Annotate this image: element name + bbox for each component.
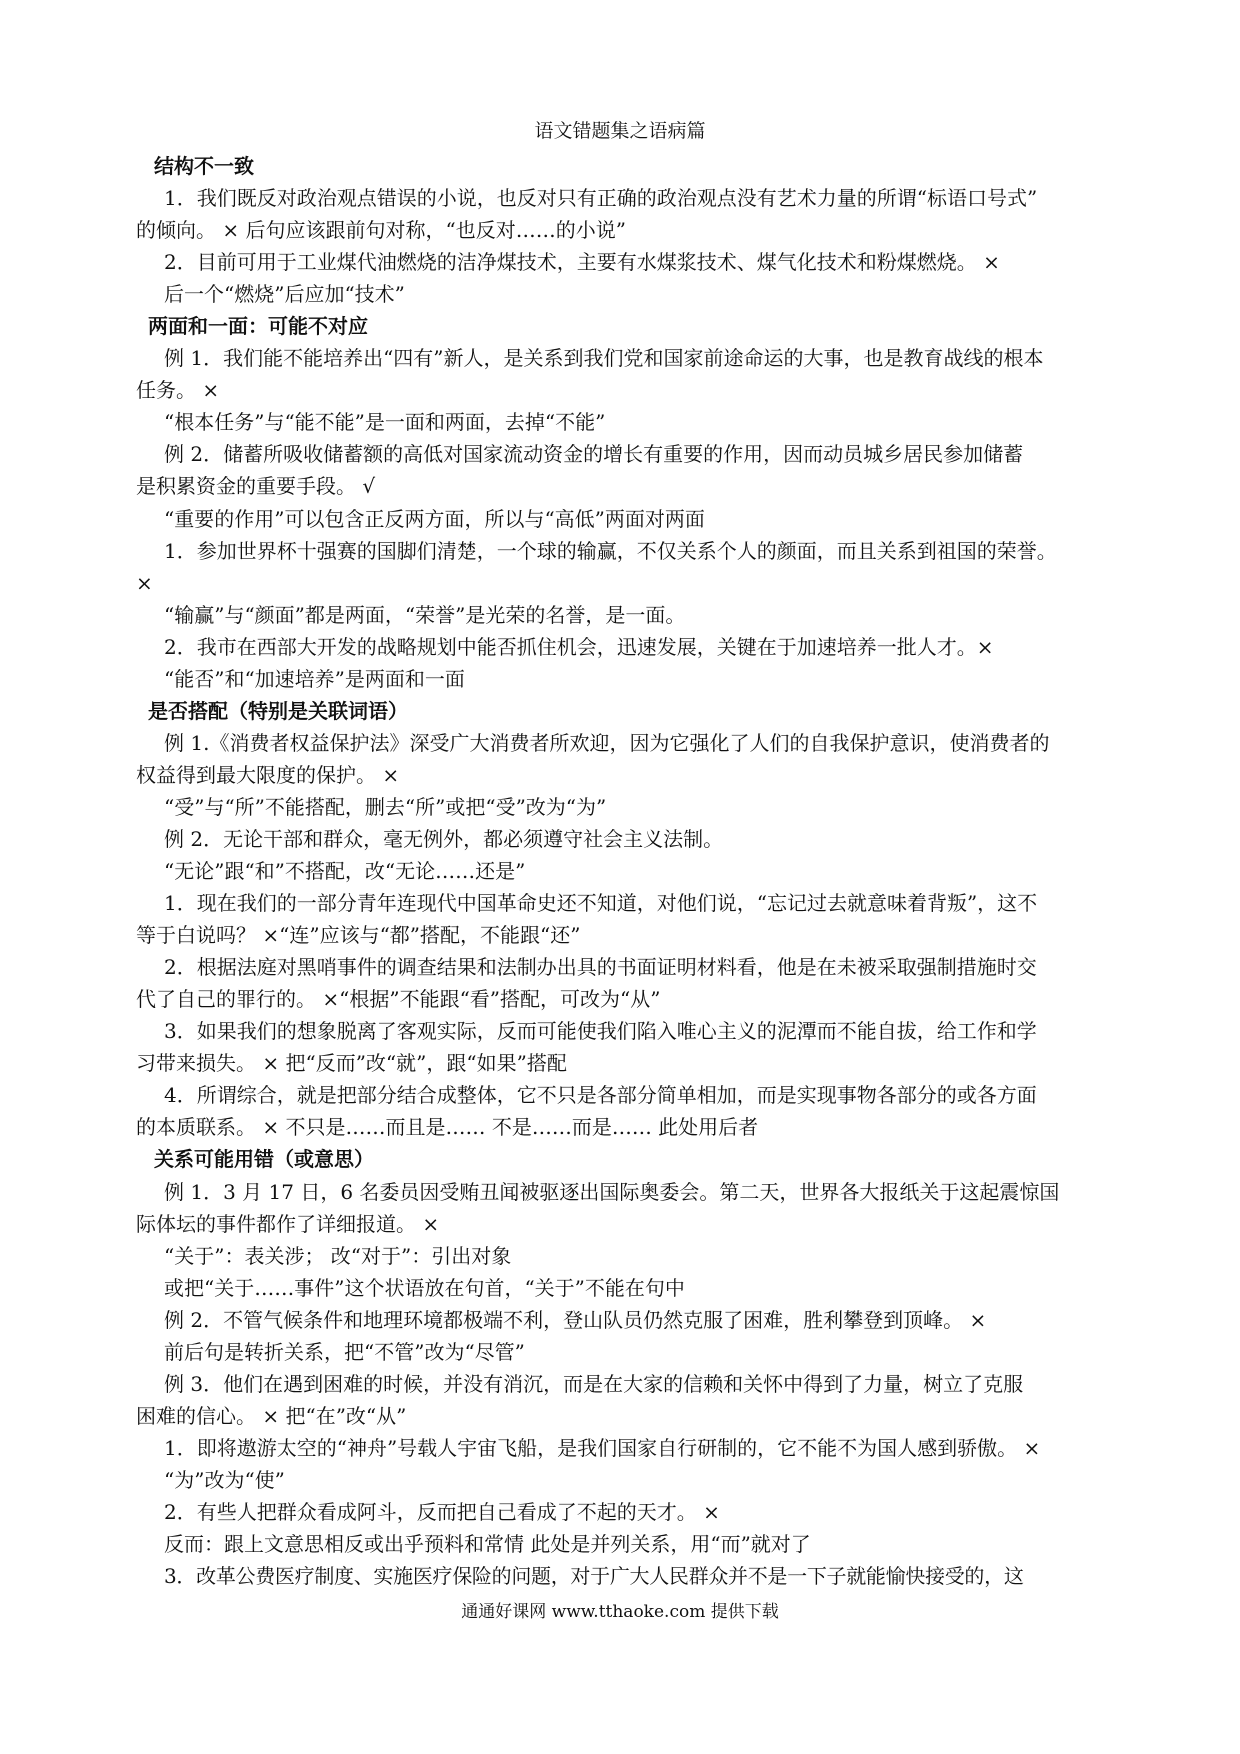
text-line: 例 2．无论干部和群众，毫无例外，都必须遵守社会主义法制。 bbox=[164, 826, 724, 851]
text-line: 2．我市在西部大开发的战略规划中能否抓住机会，迅速发展，关键在于加速培养一批人才。× bbox=[164, 634, 994, 659]
text-line: 2．目前可用于工业煤代油燃烧的洁净煤技术，主要有水煤浆技术、煤气化技术和粉煤燃烧。 × bbox=[164, 250, 1000, 275]
text-line: “输赢”与“颜面”都是两面，“荣誉”是光荣的名誉，是一面。 bbox=[164, 602, 686, 627]
text-line: 习带来损失。 × 把“反而”改“就”，跟“如果”搭配 bbox=[136, 1051, 567, 1076]
text-line: 前后句是转折关系，把“不管”改为“尽管” bbox=[164, 1339, 525, 1364]
text-line: 代了自己的罪行的。 ×“根据”不能跟“看”搭配，可改为“从” bbox=[136, 987, 661, 1012]
text-line: “根本任务”与“能不能”是一面和两面，去掉“不能” bbox=[164, 410, 606, 435]
text-line: 4．所谓综合，就是把部分结合成整体，它不只是各部分简单相加，而是实现事物各部分的或各方面 bbox=[164, 1083, 1037, 1108]
text-line: 等于白说吗？ ×“连”应该与“都”搭配，不能跟“还” bbox=[136, 923, 581, 948]
text-line: 任务。 × bbox=[136, 378, 220, 403]
text-line: 的本质联系。 × 不只是……而且是…… 不是……而是…… 此处用后者 bbox=[136, 1115, 759, 1140]
text-line: 2．根据法庭对黑哨事件的调查结果和法制办出具的书面证明材料看，他是在未被采取强制措施时交 bbox=[164, 955, 1037, 980]
text-line: 例 1.《消费者权益保护法》深受广大消费者所欢迎，因为它强化了人们的自我保护意识，使消费者的 bbox=[164, 730, 1050, 755]
section-heading: 关系可能用错（或意思） bbox=[154, 1147, 374, 1172]
page-footer: 通通好课网 www.tthaoke.com 提供下载 bbox=[461, 1602, 779, 1622]
text-line: 3．改革公费医疗制度、实施医疗保险的问题，对于广大人民群众并不是一下子就能愉快接受的，这 bbox=[164, 1564, 1024, 1589]
text-line: 际体坛的事件都作了详细报道。 × bbox=[136, 1211, 440, 1236]
text-line: 例 1．3 月 17 日，6 名委员因受贿丑闻被驱逐出国际奥委会。第二天，世界各大报纸关于这起震惊国 bbox=[164, 1179, 1060, 1204]
text-line: 例 3．他们在遇到困难的时候，并没有消沉，而是在大家的信赖和关怀中得到了力量，树立了克服 bbox=[164, 1371, 1024, 1396]
section-heading: 两面和一面：可能不对应 bbox=[148, 314, 368, 339]
text-line: 权益得到最大限度的保护。 × bbox=[136, 762, 400, 787]
text-line: 反而：跟上文意思相反或出乎预料和常情 此处是并列关系，用“而”就对了 bbox=[164, 1532, 811, 1557]
text-line: 是积累资金的重要手段。 √ bbox=[136, 474, 376, 499]
document-title: 语文错题集之语病篇 bbox=[534, 120, 706, 142]
text-line: 后一个“燃烧”后应加“技术” bbox=[164, 282, 405, 307]
text-line: “重要的作用”可以包含正反两方面，所以与“高低”两面对两面 bbox=[164, 506, 705, 531]
text-line: × bbox=[136, 570, 153, 595]
text-line: “为”改为“使” bbox=[164, 1467, 285, 1492]
text-line: 1．即将遨游太空的“神舟”号载人宇宙飞船，是我们国家自行研制的，它不能不为国人感到骄傲。 × bbox=[164, 1435, 1041, 1460]
document-body bbox=[136, 150, 1116, 1592]
section-heading: 是否搭配（特别是关联词语） bbox=[148, 698, 408, 723]
text-line: 1．参加世界杯十强赛的国脚们清楚，一个球的输赢，不仅关系个人的颜面，而且关系到祖国的荣誉。 bbox=[164, 538, 1057, 563]
text-line: “关于”：表关涉； 改“对于”：引出对象 bbox=[164, 1243, 512, 1268]
section-heading: 结构不一致 bbox=[154, 154, 254, 178]
text-line: 例 2．不管气候条件和地理环境都极端不利，登山队员仍然克服了困难，胜利攀登到顶峰。 × bbox=[164, 1307, 987, 1332]
text-line: 的倾向。 × 后句应该跟前句对称，“也反对……的小说” bbox=[136, 218, 626, 243]
text-line: “能否”和“加速培养”是两面和一面 bbox=[164, 666, 465, 691]
text-line: 例 1．我们能不能培养出“四有”新人，是关系到我们党和国家前途命运的大事，也是教育战线的根本 bbox=[164, 346, 1044, 371]
text-line: 1．我们既反对政治观点错误的小说，也反对只有正确的政治观点没有艺术力量的所谓“标语口号式” bbox=[164, 186, 1038, 211]
text-line: 2．有些人把群众看成阿斗，反而把自己看成了不起的天才。 × bbox=[164, 1499, 720, 1524]
text-line: 或把“关于……事件”这个状语放在句首，“关于”不能在句中 bbox=[164, 1275, 685, 1300]
text-line: “无论”跟“和”不搭配，改“无论……还是” bbox=[164, 859, 526, 884]
text-line: “受”与“所”不能搭配，删去“所”或把“受”改为“为” bbox=[164, 794, 607, 819]
text-line: 例 2．储蓄所吸收储蓄额的高低对国家流动资金的增长有重要的作用，因而动员城乡居民参加储蓄 bbox=[164, 442, 1024, 467]
text-line: 3．如果我们的想象脱离了客观实际，反而可能使我们陷入唯心主义的泥潭而不能自拔，给工作和学 bbox=[164, 1019, 1037, 1044]
text-line: 困难的信心。 × 把“在”改“从” bbox=[136, 1403, 407, 1428]
text-line: 1．现在我们的一部分青年连现代中国革命史还不知道，对他们说，“忘记过去就意味着背叛”，这不 bbox=[164, 891, 1038, 916]
